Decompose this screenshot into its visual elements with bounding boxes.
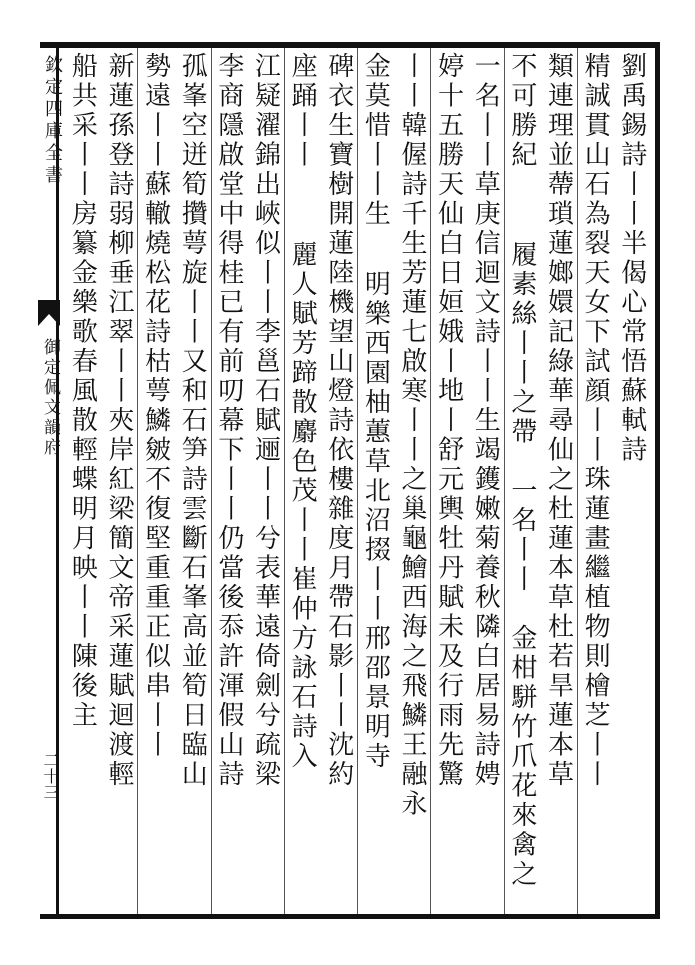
text-column: 座踊丨丨 麗人賦芳蹄散麝色茂丨丨崔仲方詠石詩入 xyxy=(287,52,318,772)
text-column: 丨丨韓偓詩千生芳蓮七啟寒丨丨之巢龜鱠西海之飛鱗王融永 xyxy=(396,52,427,819)
text-column: 婷十五勝天仙白日姮娥丨地丨舒元輿牡丹賦未及行雨先驚 xyxy=(433,52,464,790)
column-rule xyxy=(211,48,212,914)
text-column: 金莫惜丨丨生 明樂西園柚蕙草北沼掇丨丨邢邵景明寺 xyxy=(360,52,391,772)
fish-tail-icon xyxy=(38,300,60,326)
column-rule xyxy=(137,48,138,914)
text-column: 孤峯空迸筍攢萼旋丨丨又和石笋詩雲斷石峯高並筍日臨山 xyxy=(177,52,208,790)
text-column: 新蓮孫登詩弱柳垂江翠丨丨夾岸紅梁簡文帝采蓮賦迴渡輕 xyxy=(103,52,134,790)
text-column: 碑衣生寶樹開蓮陸機望山燈詩依樓雜度月帶石影丨丨沈約 xyxy=(323,52,354,790)
text-column: 類連理並蔕瑣蓮嫏嬛記綠華尋仙之杜蓮本草杜若旱蓮本草 xyxy=(543,52,574,790)
section-title: 御定佩文韻府 xyxy=(40,338,60,458)
book-title: 欽定四庫全書 xyxy=(42,55,63,187)
text-column: 江疑濯錦出峽似丨丨李邕石賦逦丨丨兮表華遠倚劍兮疏梁 xyxy=(250,52,281,790)
text-column: 船共采丨丨房纂金樂歌春風散輕蝶明月映丨丨陳後主 xyxy=(67,52,98,731)
column-rule xyxy=(357,48,358,914)
frame-bottom-border xyxy=(40,914,660,919)
text-column: 李商隱啟堂中得桂已有前叨幕下丨丨仍當後忝許渾假山詩 xyxy=(213,52,244,790)
text-column: 勢遠丨丨蘇轍燒松花詩枯萼鱗皴不復堅重重正似串丨丨 xyxy=(140,52,171,760)
column-rule xyxy=(284,48,285,914)
column-rule xyxy=(504,48,505,914)
text-column: 精誠貫山石為裂天女下試顔丨丨珠蓮畫繼植物則檜芝丨丨 xyxy=(580,52,611,790)
text-column: 劉禹錫詩丨丨半偈心常悟蘇軾詩 xyxy=(616,52,647,465)
frame-top-border xyxy=(40,42,660,48)
text-column: 不可勝紀 履素絲丨丨之帶 一名丨丨 金柑駢竹爪花來禽之 xyxy=(506,52,537,890)
text-column: 一名丨丨草庚信迴文詩丨丨生竭鑊嫩菊養秋隣白居易詩娉 xyxy=(470,52,501,790)
column-rule xyxy=(430,48,431,914)
page-number: 二十三 xyxy=(41,752,60,800)
frame-right-border xyxy=(655,42,660,919)
column-rule xyxy=(577,48,578,914)
